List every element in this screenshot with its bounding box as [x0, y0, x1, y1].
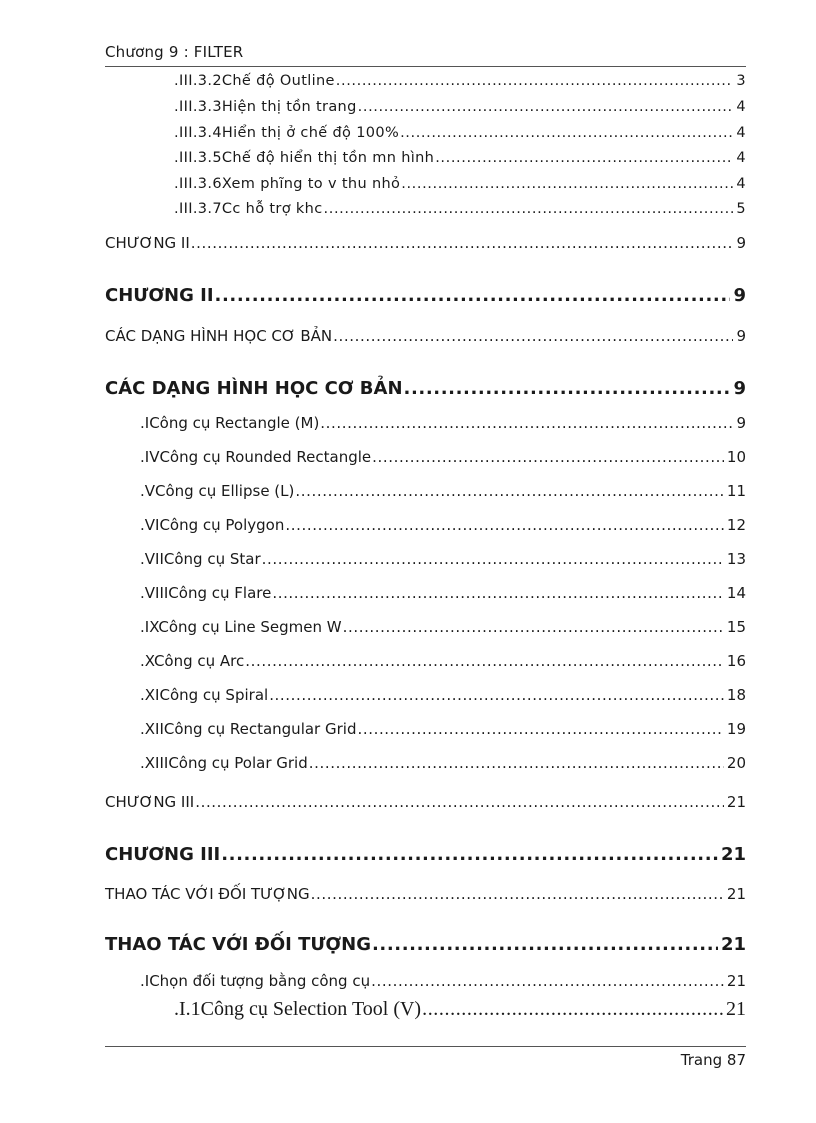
toc-entry[interactable]: CÁC DẠNG HÌNH HỌC CƠ BẢN ..... 9 — [105, 378, 746, 399]
toc-entry[interactable]: .IXCông cụ Line Segmen W ..... 15 — [140, 618, 746, 636]
toc-entry[interactable]: .IVCông cụ Rounded Rectangle ..... 10 — [140, 448, 746, 466]
toc-entry[interactable]: .I.1Công cụ Selection Tool (V) ..... 21 — [174, 998, 746, 1021]
toc-entry[interactable]: .III.3.2Chế độ Outline ..... 3 — [174, 73, 746, 89]
page-header — [105, 42, 746, 67]
toc-entry[interactable]: .XIIICông cụ Polar Grid ..... 20 — [140, 754, 746, 772]
toc-entry[interactable]: .VCông cụ Ellipse (L) ..... 11 — [140, 482, 746, 500]
toc-entry[interactable]: .VICông cụ Polygon ..... 12 — [140, 516, 746, 534]
toc-entry[interactable]: .XICông cụ Spiral ..... 18 — [140, 686, 746, 704]
toc-entry[interactable]: CÁC DẠNG HÌNH HỌC CƠ BẢN ..... 9 — [105, 327, 746, 345]
toc-entry[interactable]: THAO TÁC VỚI ĐỐI TƯỢNG ..... 21 — [105, 934, 746, 955]
toc-entry[interactable]: .ICông cụ Rectangle (M) ..... 9 — [140, 414, 746, 432]
toc-entry[interactable]: THAO TÁC VỚI ĐỐI TƯỢNG ..... 21 — [105, 885, 746, 903]
toc-entry[interactable]: .III.3.7Cc hỗ trợ khc ..... 5 — [174, 201, 746, 217]
page-footer — [105, 1046, 746, 1069]
toc-entry[interactable]: CHƯƠNG III ..... 21 — [105, 844, 746, 865]
toc-entry[interactable]: .VIICông cụ Star ..... 13 — [140, 550, 746, 568]
toc-entry[interactable]: .III.3.6Xem phĩng to v thu nhỏ ..... 4 — [174, 176, 746, 192]
toc-entry[interactable]: CHƯƠNG II ..... 9 — [105, 285, 746, 306]
page-number: Trang 87 — [680, 1051, 746, 1069]
toc-entry[interactable]: .IChọn đối tượng bằng công cụ ..... 21 — [140, 972, 746, 990]
header-title: Chương 9 : FILTER — [105, 43, 244, 61]
toc-entry[interactable]: CHƯƠNG III ..... 21 — [105, 793, 746, 811]
toc-entry[interactable]: .VIIICông cụ Flare ..... 14 — [140, 584, 746, 602]
toc-entry[interactable]: CHƯƠNG II ..... 9 — [105, 234, 746, 252]
toc-entry[interactable]: .III.3.4Hiển thị ở chế độ 100% ..... 4 — [174, 125, 746, 141]
toc-entry[interactable]: .XIICông cụ Rectangular Grid ..... 19 — [140, 720, 746, 738]
toc-entry[interactable]: .XCông cụ Arc ..... 16 — [140, 652, 746, 670]
toc-entry[interactable]: .III.3.3Hiện thị tồn trang ..... 4 — [174, 99, 746, 115]
toc-entry[interactable]: .III.3.5Chế độ hiển thị tồn mn hình ..... 4 — [174, 150, 746, 166]
